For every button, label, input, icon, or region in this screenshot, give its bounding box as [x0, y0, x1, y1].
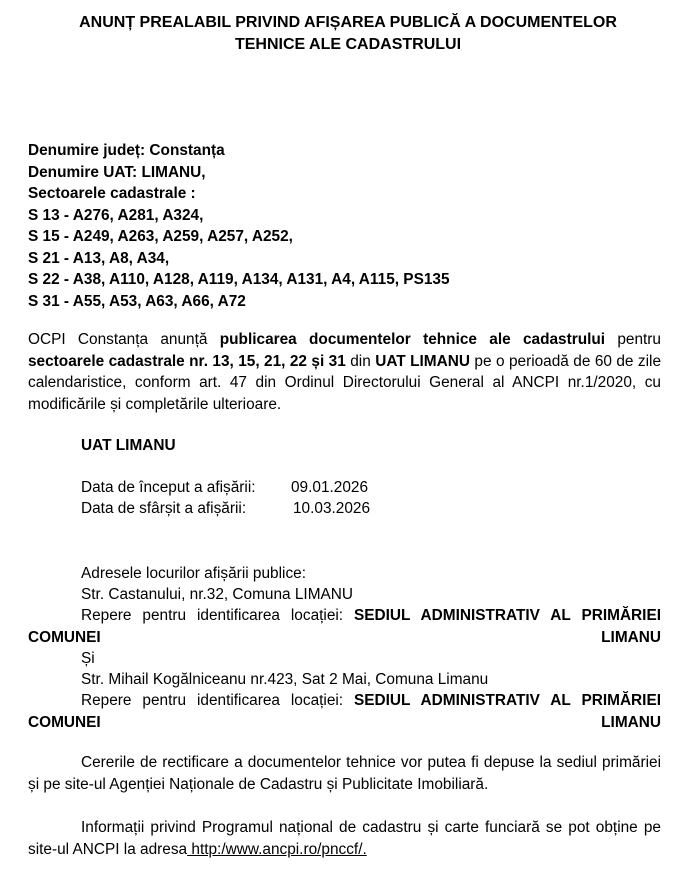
address-2: Str. Mihail Kogălniceanu nr.423, Sat 2 Mai, Comuna Limanu — [81, 671, 489, 688]
sectoare-label: Sectoarele cadastrale : — [28, 185, 196, 202]
address-1: Str. Castanului, nr.32, Comuna LIMANU — [81, 586, 354, 603]
start-date-value: 09.01.2026 — [291, 479, 369, 496]
repere-line-2 — [28, 690, 661, 733]
start-date-label: Data de început a afișării: — [81, 479, 256, 496]
sector-line: S 21 - A13, A8, A34, — [28, 249, 170, 267]
intro-bold: publicarea documentelor tehnice ale cadastrului — [219, 331, 606, 348]
rectification-paragraph — [28, 752, 661, 795]
sector-line: S 13 - A276, A281, A324, — [28, 206, 204, 224]
title-line-2: TEHNICE ALE CADASTRULUI — [234, 36, 462, 53]
end-date-line — [81, 498, 370, 520]
sector-line: S 22 - A38, A110, A128, A119, A134, A131, A4, A115, PS135 — [28, 271, 450, 288]
end-date-label: Data de sfârșit a afișării: — [81, 500, 247, 517]
repere-line-1 — [28, 605, 661, 648]
uat-heading: UAT LIMANU — [81, 437, 176, 454]
intro-text: pentru — [605, 331, 661, 348]
intro-paragraph — [28, 329, 661, 415]
repere-value: SEDIUL ADMINISTRATIV AL PRIMĂRIEI COMUNEI LIMANU — [28, 692, 661, 731]
intro-bold: UAT LIMANU — [375, 352, 470, 370]
judet-line: Denumire județ: Constanța — [28, 142, 225, 159]
document-title — [0, 12, 696, 56]
info-paragraph — [28, 817, 661, 860]
and-connector: Și — [81, 650, 95, 667]
repere-value: SEDIUL ADMINISTRATIV AL PRIMĂRIEI COMUNEI LIMANU — [28, 607, 661, 646]
intro-bold: sectoarele cadastrale nr. 13, 15, 21, 22 și 31 — [28, 352, 346, 370]
header-block — [28, 140, 450, 312]
title-line-1: ANUNȚ PREALABIL PRIVIND AFIȘAREA PUBLICĂ A DOCUMENTELOR — [79, 14, 617, 31]
end-date-value: 10.03.2026 — [293, 500, 371, 517]
intro-text: OCPI Constanța anunță — [28, 331, 220, 348]
intro-text: din — [345, 352, 376, 370]
intro-text: pe o perioadă de 60 de zile calendaristice, conform art. 47 din Ordinul Directorului General al ANCPI nr.1/2020, cu modificările și completările ulterioare. — [28, 352, 662, 413]
rectification-text: Cererile de rectificare a documentelor tehnice vor putea fi depuse la sediul primăriei și pe site-ul Agenției Naționale de Cadastru și Publicitate Imobiliară. — [28, 754, 661, 793]
repere-label: Repere pentru identificarea locației: — [81, 692, 355, 709]
uat-line: Denumire UAT: LIMANU, — [28, 163, 206, 181]
sector-line: S 31 - A55, A53, A63, A66, A72 — [28, 292, 246, 310]
repere-label: Repere pentru identificarea locației: — [81, 607, 355, 624]
sector-line: S 15 - A249, A263, A259, A257, A252, — [28, 228, 293, 245]
ancpi-link[interactable]: http:/www.ancpi.ro/pnccf/. — [187, 840, 367, 858]
start-date-line — [81, 477, 368, 499]
info-text: Informații privind Programul național de cadastru și carte funciară se pot obține pe site-ul ANCPI la adresa — [28, 819, 661, 858]
addresses-label: Adresele locurilor afișării publice: — [81, 565, 306, 582]
